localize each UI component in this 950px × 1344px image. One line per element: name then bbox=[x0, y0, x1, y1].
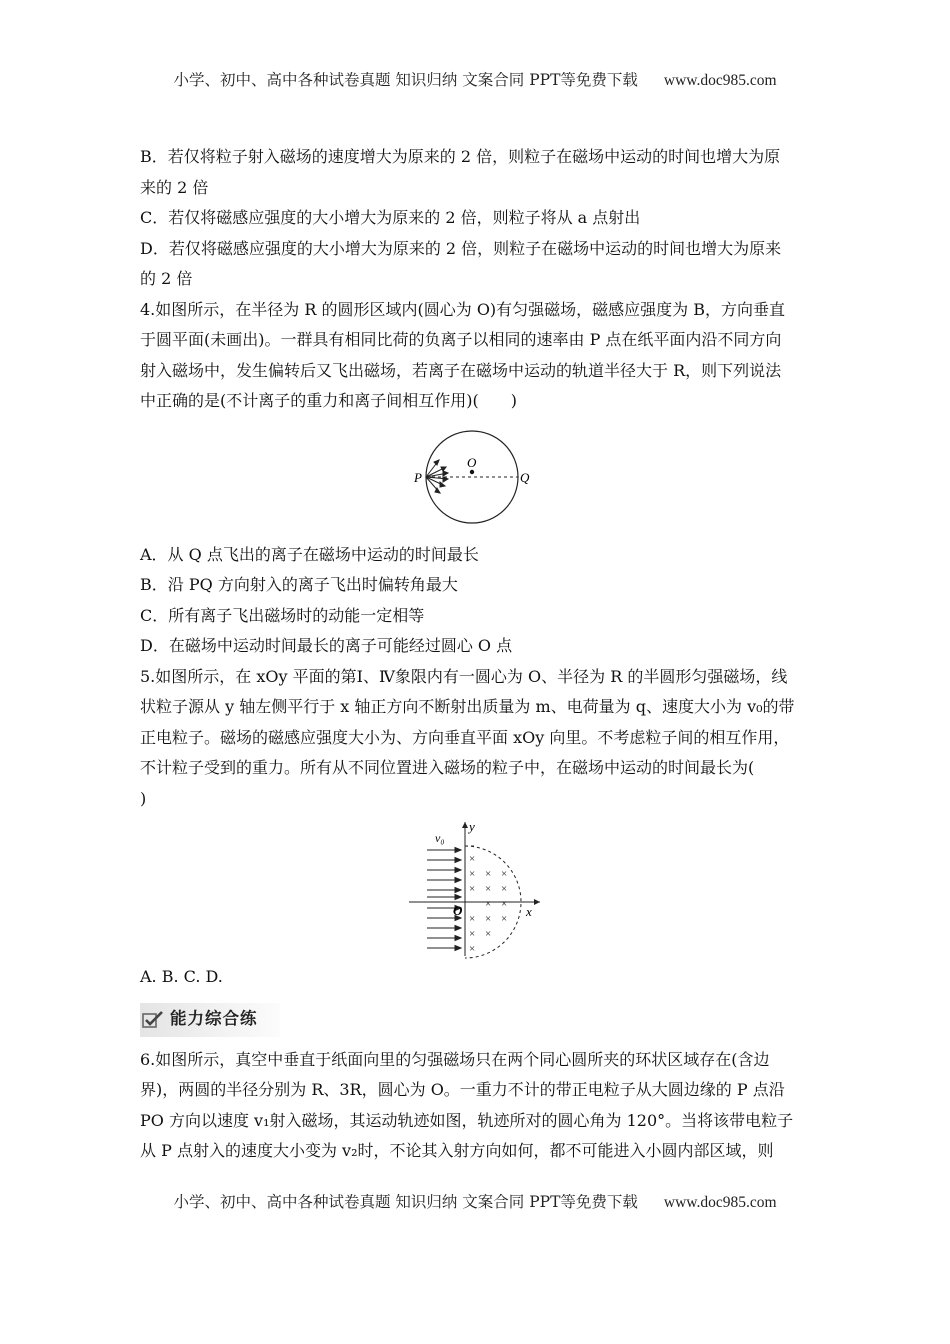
label-x: x bbox=[526, 904, 532, 919]
q4-stem-line1: 4.如图所示，在半径为 R 的圆形区域内(圆心为 O)有匀强磁场，磁感应强度为 B，方向垂直 bbox=[140, 299, 786, 319]
q3-option-b-line2: 来的 2 倍 bbox=[140, 177, 209, 197]
q5-stem-line3: 正电粒子。磁场的磁感应强度大小为、方向垂直平面 xOy 向里。不考虑粒子间的相互作用， bbox=[140, 727, 790, 747]
q4-option-c: C．所有离子飞出磁场时的动能一定相等 bbox=[140, 605, 425, 625]
q4-stem-line4: 中正确的是(不计离子的重力和离子间相互作用)( ) bbox=[140, 391, 517, 410]
label-p: P bbox=[414, 469, 422, 485]
header-text: 小学、初中、高中各种试卷真题 知识归纳 文案合同 PPT等免费下载 bbox=[173, 71, 638, 89]
svg-text:×: × bbox=[469, 913, 476, 925]
svg-text:×: × bbox=[469, 868, 476, 880]
svg-text:×: × bbox=[469, 943, 476, 955]
svg-text:×: × bbox=[501, 898, 508, 910]
q4-option-a: A．从 Q 点飞出的离子在磁场中运动的时间最长 bbox=[140, 544, 479, 564]
particle-source-arrows bbox=[427, 848, 461, 951]
svg-text:×: × bbox=[485, 898, 492, 910]
header-site: www.doc985.com bbox=[663, 72, 777, 89]
page-header bbox=[0, 68, 950, 90]
q5-options: A. B. C. D. bbox=[140, 967, 223, 986]
page-footer bbox=[0, 1190, 950, 1212]
label-o: O bbox=[453, 903, 463, 918]
q3-option-c: C．若仅将磁感应强度的大小增大为原来的 2 倍，则粒子将从 a 点射出 bbox=[140, 208, 641, 227]
section-title: 能力综合练 bbox=[170, 1009, 258, 1029]
q5-stem-line4: 不计粒子受到的重力。所有从不同位置进入磁场的粒子中，在磁场中运动的时间最长为( bbox=[140, 758, 755, 777]
semicircle-field-diagram bbox=[405, 820, 550, 960]
q3-option-b-line1: B．若仅将粒子射入磁场的速度增大为原来的 2 倍，则粒子在磁场中运动的时间也增大为原 bbox=[140, 147, 781, 166]
q4-stem-line3: 射入磁场中，发生偏转后又飞出磁场，若离子在磁场中运动的轨道半径大于 R，则下列说法 bbox=[140, 360, 782, 380]
center-dot bbox=[470, 469, 474, 473]
y-axis-arrow bbox=[462, 822, 468, 828]
label-v0: v₀ bbox=[435, 831, 445, 845]
svg-text:×: × bbox=[469, 883, 476, 895]
q6-stem-line2: 界)，两圆的半径分别为 R、3R，圆心为 O。一重力不计的带正电粒子从大圆边缘的 P 点沿 bbox=[140, 1080, 785, 1099]
q3-option-d-line2: 的 2 倍 bbox=[140, 269, 193, 288]
footer-text: 小学、初中、高中各种试卷真题 知识归纳 文案合同 PPT等免费下载 bbox=[173, 1193, 638, 1211]
document-body bbox=[140, 142, 812, 1167]
q6-stem-line1: 6.如图所示，真空中垂直于纸面向里的匀强磁场只在两个同心圆所夹的环状区域存在(含边 bbox=[140, 1049, 770, 1069]
svg-text:×: × bbox=[501, 868, 508, 880]
x-axis-arrow bbox=[534, 899, 540, 905]
q5-stem-line2: 状粒子源从 y 轴左侧平行于 x 轴正方向不断射出质量为 m、电荷量为 q、速度大小为 v₀的带 bbox=[140, 697, 795, 716]
q4-figure bbox=[140, 419, 812, 536]
field-crosses bbox=[469, 853, 507, 955]
q5-stem-line1: 5.如图所示，在 xOy 平面的第Ⅰ、Ⅳ象限内有一圆心为 O、半径为 R 的半圆形匀强磁场，线 bbox=[140, 666, 788, 686]
q4-option-b: B．沿 PQ 方向射入的离子飞出时偏转角最大 bbox=[140, 575, 458, 594]
label-y: y bbox=[469, 820, 475, 834]
q6-stem-line4: 从 P 点射入的速度大小变为 v₂时，不论其入射方向如何，都不可能进入小圆内部区域，则 bbox=[140, 1141, 774, 1160]
q4-option-d: D．在磁场中运动时间最长的离子可能经过圆心 O 点 bbox=[140, 636, 513, 655]
circle-field-diagram bbox=[412, 419, 542, 536]
svg-text:×: × bbox=[469, 928, 476, 940]
checkbox-icon bbox=[140, 1009, 166, 1031]
svg-text:×: × bbox=[485, 928, 492, 940]
q3-option-d-line1: D．若仅将磁感应强度的大小增大为原来的 2 倍，则粒子在磁场中运动的时间也增大为原来 bbox=[140, 238, 782, 258]
svg-text:×: × bbox=[501, 883, 508, 895]
q6-stem-line3: PO 方向以速度 v₁射入磁场，其运动轨迹如图，轨迹所对的圆心角为 120°。当将该带电粒子 bbox=[140, 1110, 794, 1130]
svg-text:×: × bbox=[485, 868, 492, 880]
q4-stem-line2: 于圆平面(未画出)。一群具有相同比荷的负离子以相同的速率由 P 点在纸平面内沿不同方向 bbox=[140, 330, 782, 349]
footer-site: www.doc985.com bbox=[663, 1194, 777, 1211]
q5-figure bbox=[140, 820, 812, 960]
svg-text:×: × bbox=[485, 883, 492, 895]
label-q: Q bbox=[520, 469, 530, 485]
svg-text:×: × bbox=[501, 913, 508, 925]
q5-stem-line5: ) bbox=[140, 788, 147, 808]
svg-text:×: × bbox=[485, 913, 492, 925]
section-heading bbox=[140, 1003, 280, 1037]
label-o: O bbox=[467, 454, 477, 470]
svg-text:×: × bbox=[469, 853, 476, 865]
